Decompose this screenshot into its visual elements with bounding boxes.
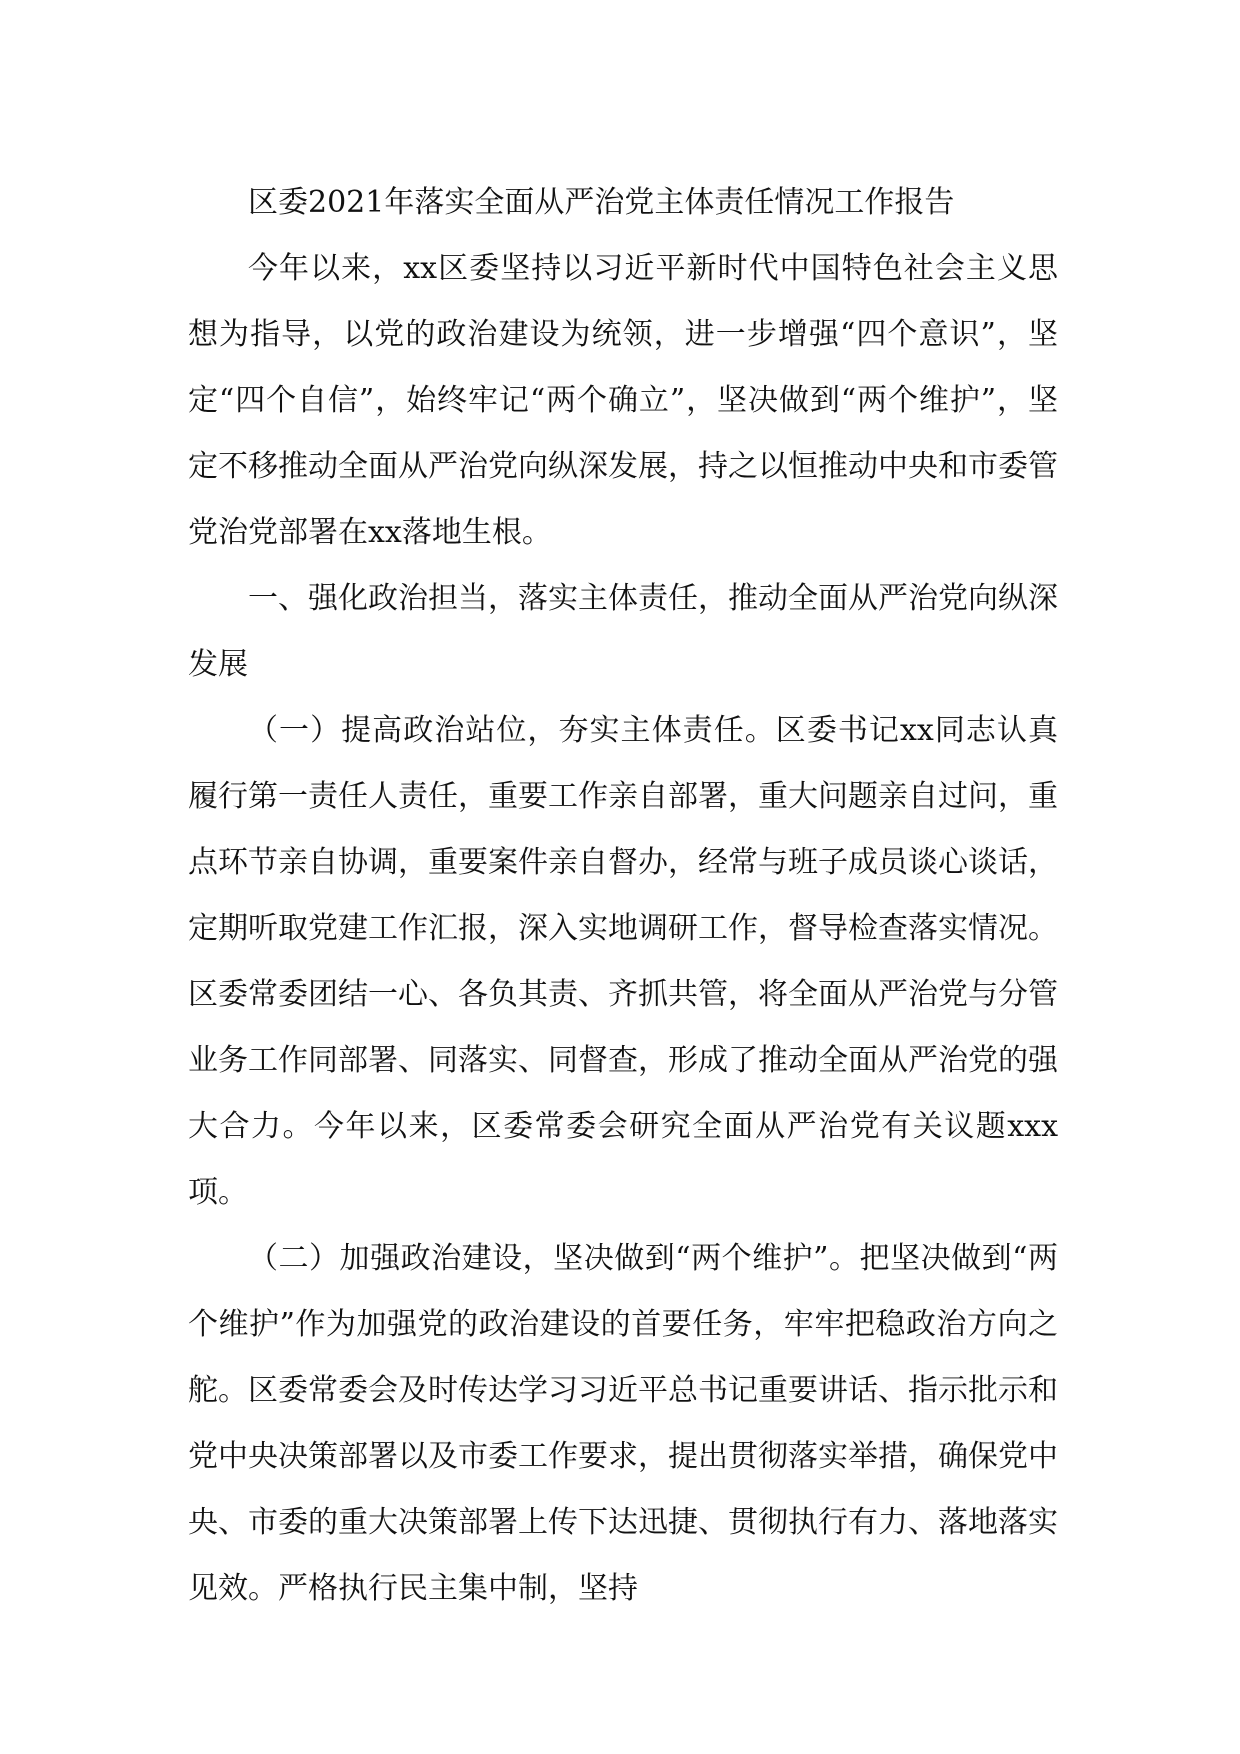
paragraph-subsection-1: （一）提高政治站位，夯实主体责任。区委书记xx同志认真履行第一责任人责任，重要工作亲自部署，重大问题亲自过问，重点环节亲自协调，重要案件亲自督办，经常与班子成员谈心谈话，定期听取党建工作汇报，深入实地调研工作，督导检查落实情况。区委常委团结一心、各负其责、齐抓共管，将全面从严治党与分管业务工作同部署、同落实、同督查，形成了推动全面从严治党的强大合力。今年以来，区委常委会研究全面从严治党有关议题xxx项。 — [188, 713, 1058, 1210]
section-heading-1: 一、强化政治担当，落实主体责任，推动全面从严治党向纵深发展 — [188, 581, 1058, 682]
paragraph-intro: 今年以来，xx区委坚持以习近平新时代中国特色社会主义思想为指导，以党的政治建设为统领，进一步增强“四个意识”，坚定“四个自信”，始终牢记“两个确立”，坚决做到“两个维护”，坚定不移推动全面从严治党向纵深发展，持之以恒推动中央和市委管党治党部署在xx落地生根。 — [188, 251, 1058, 550]
document-body — [188, 170, 1058, 1622]
document-title: 区委2021年落实全面从严治党主体责任情况工作报告 — [248, 185, 955, 220]
paragraph-subsection-2: （二）加强政治建设，坚决做到“两个维护”。把坚决做到“两个维护”作为加强党的政治建设的首要任务，牢牢把稳政治方向之舵。区委常委会及时传达学习习近平总书记重要讲话、指示批示和党中央决策部署以及市委工作要求，提出贯彻落实举措，确保党中央、市委的重大决策部署上传下达迅捷、贯彻执行有力、落地落实见效。严格执行民主集中制，坚持 — [188, 1241, 1058, 1606]
